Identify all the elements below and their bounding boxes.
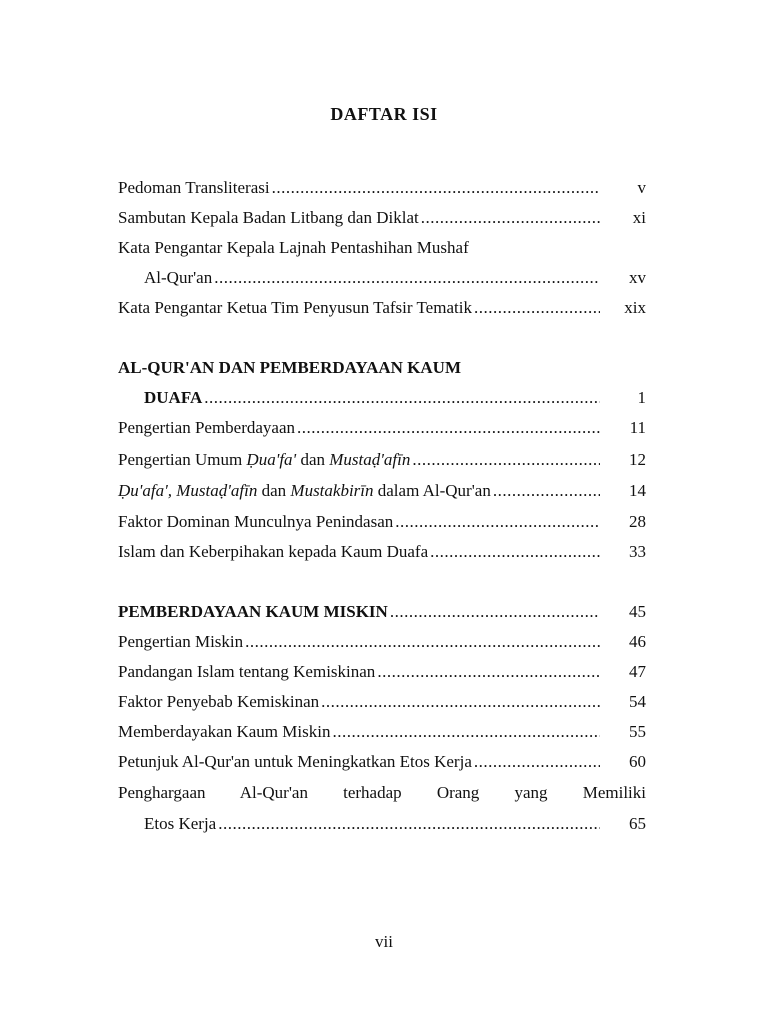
section-heading-cont: DUAFA — [144, 388, 203, 407]
toc-entry-title — [118, 448, 410, 472]
toc-entry-title: Penghargaan Al-Qur'an terhadap Orang yang Memiliki — [118, 783, 646, 802]
toc-entry — [118, 690, 646, 714]
title-part: dan — [296, 450, 330, 469]
toc-entry-title: Sambutan Kepala Badan Litbang dan Diklat — [118, 208, 419, 227]
toc-entry-title: Petunjuk Al-Qur'an untuk Meningkatkan Etos Kerja — [118, 752, 472, 771]
toc-entry — [118, 750, 646, 774]
section-heading: AL-QUR'AN DAN PEMBERDAYAAN KAUM — [118, 358, 461, 377]
toc-entry — [118, 296, 646, 320]
toc-entry — [118, 660, 646, 684]
toc-entry — [118, 479, 646, 503]
toc-entry-page: 65 — [629, 814, 646, 833]
toc-entry-title-cont: Etos Kerja — [144, 814, 217, 833]
page-title: DAFTAR ISI — [330, 104, 438, 124]
leader-dots — [297, 416, 600, 440]
leader-dots — [332, 720, 600, 744]
title-italic-term: Mustaḍ'afīn — [329, 450, 411, 469]
toc-entry — [118, 510, 646, 534]
leader-dots — [377, 660, 600, 684]
toc-entry-page: 60 — [629, 752, 646, 771]
toc-entry-title: Islam dan Keberpihakan kepada Kaum Duafa — [118, 542, 429, 561]
toc-entry — [144, 386, 646, 410]
leader-dots — [395, 510, 600, 534]
toc-entry-title: Kata Pengantar Kepala Lajnah Pentashihan Mushaf — [118, 238, 469, 257]
toc-entry — [118, 176, 646, 200]
section-heading: PEMBERDAYAAN KAUM MISKIN — [118, 602, 388, 621]
leader-dots — [218, 812, 600, 836]
toc-entry-page: v — [637, 178, 646, 197]
toc-entry-page: 47 — [629, 662, 646, 681]
toc-entry — [118, 448, 646, 472]
toc-entry-page: 11 — [629, 418, 646, 437]
leader-dots — [245, 630, 600, 654]
leader-dots — [421, 206, 600, 230]
toc-entry — [118, 600, 646, 624]
toc-entry-page: 54 — [629, 692, 646, 711]
leader-dots — [412, 448, 600, 472]
title-italic-term: Ḍua'fa' — [246, 450, 297, 469]
toc-entry — [118, 206, 646, 230]
leader-dots — [321, 690, 600, 714]
toc-entry-page: xix — [624, 298, 646, 317]
toc-entry-page: xv — [629, 268, 646, 287]
toc-entry-title — [118, 479, 491, 503]
toc-entry — [118, 630, 646, 654]
title-part: dalam Al-Qur'an — [373, 481, 491, 500]
toc-entry — [118, 720, 646, 744]
toc-entry — [144, 812, 646, 836]
toc-entry-page: 55 — [629, 722, 646, 741]
toc-entry-page: xi — [632, 208, 646, 227]
toc-entry-title: Faktor Penyebab Kemiskinan — [118, 692, 320, 711]
title-italic-term: Mustakbirīn — [290, 481, 374, 500]
toc-entry-title: Pengertian Pemberdayaan — [118, 418, 296, 437]
leader-dots — [204, 386, 600, 410]
toc-entry-title: Memberdayakan Kaum Miskin — [118, 722, 331, 741]
toc-entry — [118, 416, 646, 440]
title-italic-term: Ḍu'afa', Mustaḍ'afīn — [118, 481, 258, 500]
toc-entry — [118, 540, 646, 564]
toc-entry-page: 12 — [629, 450, 646, 469]
title-part: dan — [257, 481, 291, 500]
toc-entry-page: 14 — [629, 481, 646, 500]
leader-dots — [272, 176, 600, 200]
leader-dots — [493, 479, 600, 503]
page-number: vii — [375, 932, 393, 951]
toc-entry-page: 1 — [637, 388, 646, 407]
toc-entry-title: Pedoman Transliterasi — [118, 178, 270, 197]
toc-entry-title: Faktor Dominan Munculnya Penindasan — [118, 512, 394, 531]
toc-entry-page: 28 — [629, 512, 646, 531]
leader-dots — [214, 266, 600, 290]
toc-entry-page: 33 — [629, 542, 646, 561]
leader-dots — [474, 296, 600, 320]
title-part: Pengertian Umum — [118, 450, 247, 469]
toc-entry-page: 46 — [629, 632, 646, 651]
toc-entry-page: 45 — [629, 602, 646, 621]
toc-entry-title: Kata Pengantar Ketua Tim Penyusun Tafsir Tematik — [118, 298, 472, 317]
toc-entry — [144, 266, 646, 290]
toc-entry-title: Pandangan Islam tentang Kemiskinan — [118, 662, 376, 681]
leader-dots — [390, 600, 600, 624]
toc-entry-title: Pengertian Miskin — [118, 632, 244, 651]
toc-entry-title-cont: Al-Qur'an — [144, 268, 213, 287]
leader-dots — [430, 540, 600, 564]
leader-dots — [474, 750, 600, 774]
